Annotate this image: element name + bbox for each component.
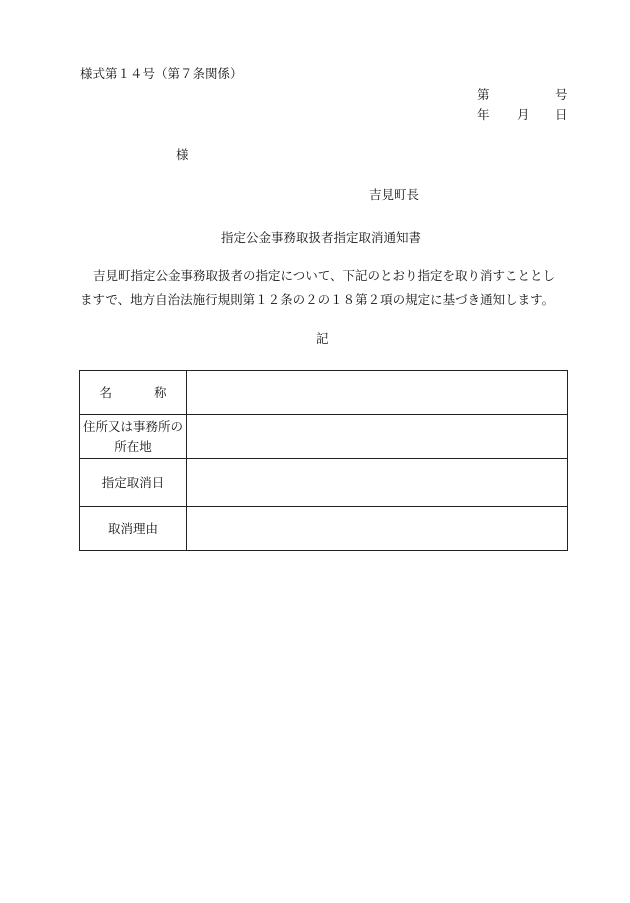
issuer-name: 吉見町長 bbox=[369, 187, 420, 202]
value-revocation-date bbox=[187, 459, 568, 507]
body-text-line-1: 吉見町指定公金事務取扱者の指定について、下記のとおり指定を取り消すこととし bbox=[93, 268, 556, 283]
table-row-revocation-reason bbox=[80, 507, 568, 551]
details-table bbox=[79, 370, 568, 551]
label-address-line-2: 所在地 bbox=[114, 438, 152, 454]
document-number-suffix: 号 bbox=[555, 87, 568, 102]
label-revocation-date: 指定取消日 bbox=[80, 459, 187, 507]
value-revocation-reason bbox=[187, 507, 568, 551]
label-address-line-1: 住所又は事務所の bbox=[82, 419, 183, 435]
date-year-label: 年 bbox=[477, 107, 490, 122]
table-row-revocation-date bbox=[80, 459, 568, 507]
label-address bbox=[80, 415, 187, 459]
document-number-prefix: 第 bbox=[477, 87, 490, 102]
table-row-address bbox=[80, 415, 568, 459]
form-number-label: 様式第１４号（第７条関係） bbox=[80, 66, 243, 81]
date-month-label: 月 bbox=[517, 107, 530, 122]
label-name-part-1: 名 bbox=[99, 384, 112, 400]
addressee-honorific: 様 bbox=[176, 147, 189, 162]
table-row-name bbox=[80, 371, 568, 415]
document-title: 指定公金事務取扱者指定取消通知書 bbox=[221, 230, 422, 245]
label-name bbox=[80, 371, 187, 415]
value-address bbox=[187, 415, 568, 459]
date-day-label: 日 bbox=[555, 107, 568, 122]
label-name-part-2: 称 bbox=[154, 384, 167, 400]
ki-heading: 記 bbox=[316, 331, 329, 346]
value-name bbox=[187, 371, 568, 415]
label-revocation-reason: 取消理由 bbox=[80, 507, 187, 551]
body-text-line-2: ますで、地方自治法施行規則第１２条の２の１８第２項の規定に基づき通知します。 bbox=[80, 292, 555, 307]
